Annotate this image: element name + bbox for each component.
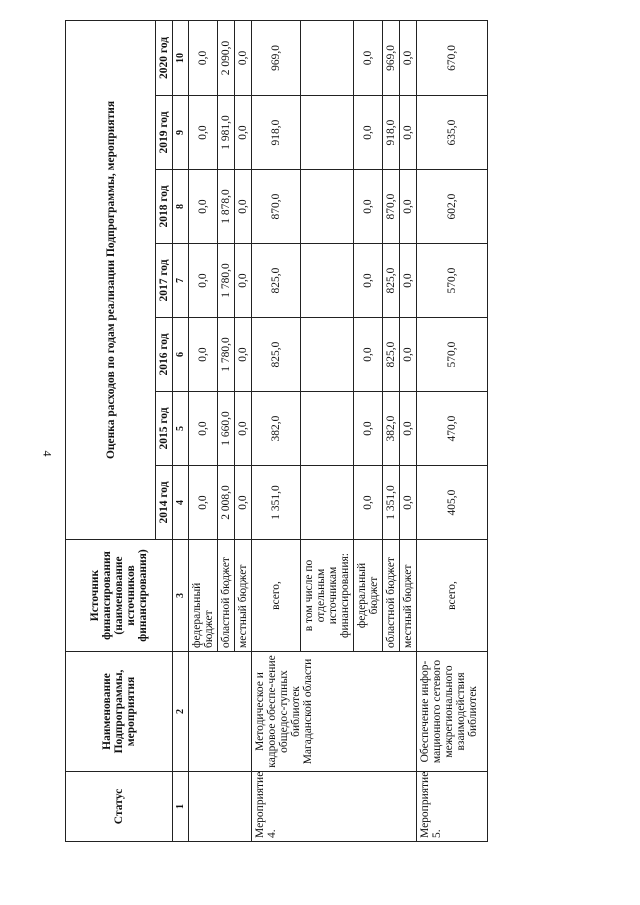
source-header: Источник финансирования (наименование источников финансирования) — [66, 540, 173, 652]
value-cell: 1 780,0 — [218, 244, 235, 318]
value-cell: 0,0 — [189, 244, 218, 318]
value-cell: 0,0 — [354, 96, 383, 170]
source-cell: областной бюджет — [218, 540, 235, 652]
value-cell — [301, 170, 354, 244]
value-cell: 0,0 — [189, 392, 218, 466]
table-row — [189, 20, 218, 841]
source-cell: местный бюджет — [235, 540, 252, 652]
page-number: 4 — [40, 450, 55, 457]
column-index: 9 — [173, 96, 189, 170]
year-header: 2017 год — [156, 244, 173, 318]
value-cell — [301, 244, 354, 318]
value-cell: 870,0 — [252, 170, 301, 244]
value-cell: 0,0 — [189, 170, 218, 244]
source-cell: федеральный бюджет — [189, 540, 218, 652]
value-cell: 1 981,0 — [218, 96, 235, 170]
name-cell: Методическое и кадровое обеспе-чение общедос-тупных библиотек Магаданской области — [252, 652, 417, 772]
value-cell: 635,0 — [417, 96, 488, 170]
value-cell: 0,0 — [400, 466, 417, 540]
year-header: 2019 год — [156, 96, 173, 170]
value-cell: 825,0 — [252, 318, 301, 392]
source-cell: всего, — [417, 540, 488, 652]
value-cell: 0,0 — [354, 170, 383, 244]
year-header: 2018 год — [156, 170, 173, 244]
value-cell: 870,0 — [383, 170, 400, 244]
source-cell: в том числе по отдельным источникам финансирования: — [301, 540, 354, 652]
value-cell: 0,0 — [189, 466, 218, 540]
value-cell — [301, 466, 354, 540]
value-cell: 0,0 — [354, 20, 383, 95]
value-cell: 0,0 — [354, 318, 383, 392]
value-cell: 1 351,0 — [383, 466, 400, 540]
value-cell: 918,0 — [383, 96, 400, 170]
header-row-1 — [66, 20, 156, 841]
column-index: 3 — [173, 540, 189, 652]
value-cell: 1 780,0 — [218, 318, 235, 392]
name-cell: Обеспечение инфор-мационного сетевого межрегионального взаимодействия библиотек — [417, 652, 488, 772]
year-header: 2014 год — [156, 466, 173, 540]
value-cell: 825,0 — [383, 318, 400, 392]
value-cell: 2 090,0 — [218, 20, 235, 95]
value-cell: 0,0 — [235, 244, 252, 318]
source-cell: областной бюджет — [383, 540, 400, 652]
status-cell — [189, 772, 252, 842]
value-cell: 0,0 — [354, 392, 383, 466]
rotated-page — [65, 21, 540, 842]
value-cell: 602,0 — [417, 170, 488, 244]
value-cell — [301, 392, 354, 466]
status-header: Статус — [66, 772, 173, 842]
value-cell — [301, 318, 354, 392]
column-index: 7 — [173, 244, 189, 318]
value-cell: 670,0 — [417, 20, 488, 95]
value-cell: 0,0 — [400, 96, 417, 170]
column-index: 6 — [173, 318, 189, 392]
value-cell: 969,0 — [383, 20, 400, 95]
year-header: 2015 год — [156, 392, 173, 466]
value-cell: 0,0 — [189, 318, 218, 392]
column-index: 2 — [173, 652, 189, 772]
value-cell: 405,0 — [417, 466, 488, 540]
value-cell: 825,0 — [383, 244, 400, 318]
value-cell: 825,0 — [252, 244, 301, 318]
source-cell: местный бюджет — [400, 540, 417, 652]
value-cell: 1 660,0 — [218, 392, 235, 466]
status-cell: Мероприятие 5. — [417, 772, 488, 842]
status-cell: Мероприятие 4. — [252, 772, 417, 842]
column-index: 8 — [173, 170, 189, 244]
value-cell: 0,0 — [354, 466, 383, 540]
value-cell: 2 008,0 — [218, 466, 235, 540]
column-index: 10 — [173, 20, 189, 95]
value-cell: 570,0 — [417, 318, 488, 392]
year-header: 2020 год — [156, 20, 173, 95]
column-index: 1 — [173, 772, 189, 842]
value-cell: 969,0 — [252, 20, 301, 95]
value-cell: 0,0 — [235, 170, 252, 244]
value-cell: 382,0 — [383, 392, 400, 466]
table-row — [252, 20, 301, 841]
financing-table — [65, 20, 488, 842]
value-cell: 918,0 — [252, 96, 301, 170]
value-cell: 0,0 — [235, 20, 252, 95]
value-cell: 0,0 — [235, 466, 252, 540]
source-cell: всего, — [252, 540, 301, 652]
value-cell: 0,0 — [189, 20, 218, 95]
value-cell: 0,0 — [400, 20, 417, 95]
value-cell: 0,0 — [400, 244, 417, 318]
value-cell — [301, 20, 354, 95]
column-index: 4 — [173, 466, 189, 540]
value-cell: 0,0 — [400, 392, 417, 466]
year-header: 2016 год — [156, 318, 173, 392]
value-cell: 0,0 — [189, 96, 218, 170]
value-cell: 382,0 — [252, 392, 301, 466]
value-cell: 0,0 — [354, 244, 383, 318]
value-cell — [301, 96, 354, 170]
value-cell: 1 351,0 — [252, 466, 301, 540]
value-cell: 470,0 — [417, 392, 488, 466]
value-cell: 570,0 — [417, 244, 488, 318]
value-cell: 0,0 — [400, 318, 417, 392]
value-cell: 1 878,0 — [218, 170, 235, 244]
estimate-header: Оценка расходов по годам реализации Подпрограммы, мероприятия — [66, 20, 156, 539]
name-cell — [189, 652, 252, 772]
value-cell: 0,0 — [235, 96, 252, 170]
column-index: 5 — [173, 392, 189, 466]
value-cell: 0,0 — [235, 392, 252, 466]
source-cell: федеральный бюджет — [354, 540, 383, 652]
column-index-row — [173, 20, 189, 841]
table-row — [417, 20, 488, 841]
value-cell: 0,0 — [400, 170, 417, 244]
value-cell: 0,0 — [235, 318, 252, 392]
name-header: Наименование Подпрограммы, мероприятия — [66, 652, 173, 772]
